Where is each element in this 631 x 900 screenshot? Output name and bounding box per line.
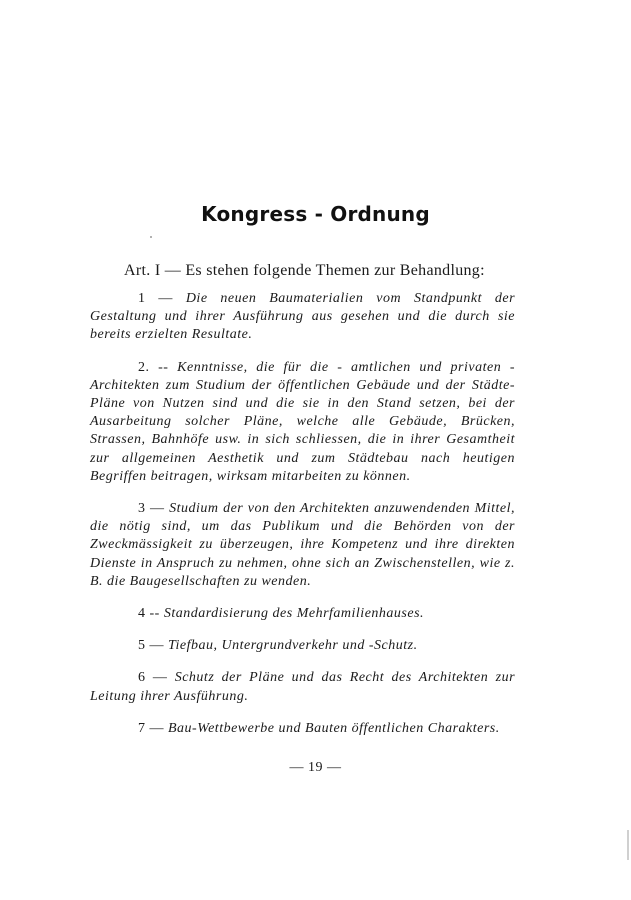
item-number: 1 —: [138, 291, 173, 306]
item-number: 4 --: [138, 606, 160, 622]
page-edge-mark: [627, 830, 629, 860]
item-text: Standardisierung des Mehrfamilienhauses.: [163, 606, 425, 622]
item-text: Tiefbau, Untergrundverkehr und -Schutz.: [168, 638, 418, 654]
page-number: — 19 —: [289, 760, 342, 775]
item-number: 5 —: [138, 638, 164, 654]
list-item: [90, 290, 515, 345]
article-intro: Art. I — Es stehen folgende Themen zur Behandlung:: [124, 262, 485, 279]
item-text: Studium der von den Architekten anzuwendenden Mittel, die nötig sind, um das Publikum und die Behörden von der Zweckmässigkeit zu überzeugen, ihre Kompetenz und ihre direkten Dienste in Anspruch zu nehmen, ohne sich an Zwischenstellen, wie z. B. die Baugesellschaften zu wenden.: [90, 501, 516, 589]
topic-list: [90, 290, 515, 746]
item-number: 3 —: [138, 501, 165, 517]
item-text: Kenntnisse, die für die - amtlichen und privaten - Architekten zum Studium der öffentlichen Gebäude und der Städte-Pläne von Nutzen sind und die sie in den Stand setzen, bei der Ausarbeitung solcher Pläne, welche alle Gebäude, Brücken, Strassen, Bahnhöfe usw. in sich schliessen, die in ihrer Gesamtheit zur allgemeinen Aesthetik und zum Städtebau nach heutigen Begriffen beitragen, wirksam mitarbeiten zu können.: [90, 359, 516, 484]
item-text: Bau-Wettbewerbe und Bauten öffentlichen Charakters.: [168, 720, 500, 736]
item-number: 2. --: [138, 359, 169, 375]
item-text: Die neuen Baumaterialien vom Standpunkt der Gestaltung und ihrer Ausführung aus gesehen und die durch sie bereits erzielten Resultate.: [90, 291, 516, 343]
item-number: 6 —: [138, 670, 168, 686]
list-item: [90, 605, 515, 623]
list-item: [90, 637, 515, 655]
print-speck: [150, 236, 152, 238]
page-title: Kongress - Ordnung: [201, 202, 430, 226]
list-item: [90, 669, 515, 705]
list-item: [90, 720, 515, 738]
item-number: 7 —: [138, 720, 164, 736]
list-item: [90, 500, 515, 591]
item-text: Schutz der Pläne und das Recht des Architekten zur Leitung ihrer Ausführung.: [90, 670, 516, 704]
list-item: [90, 359, 515, 486]
